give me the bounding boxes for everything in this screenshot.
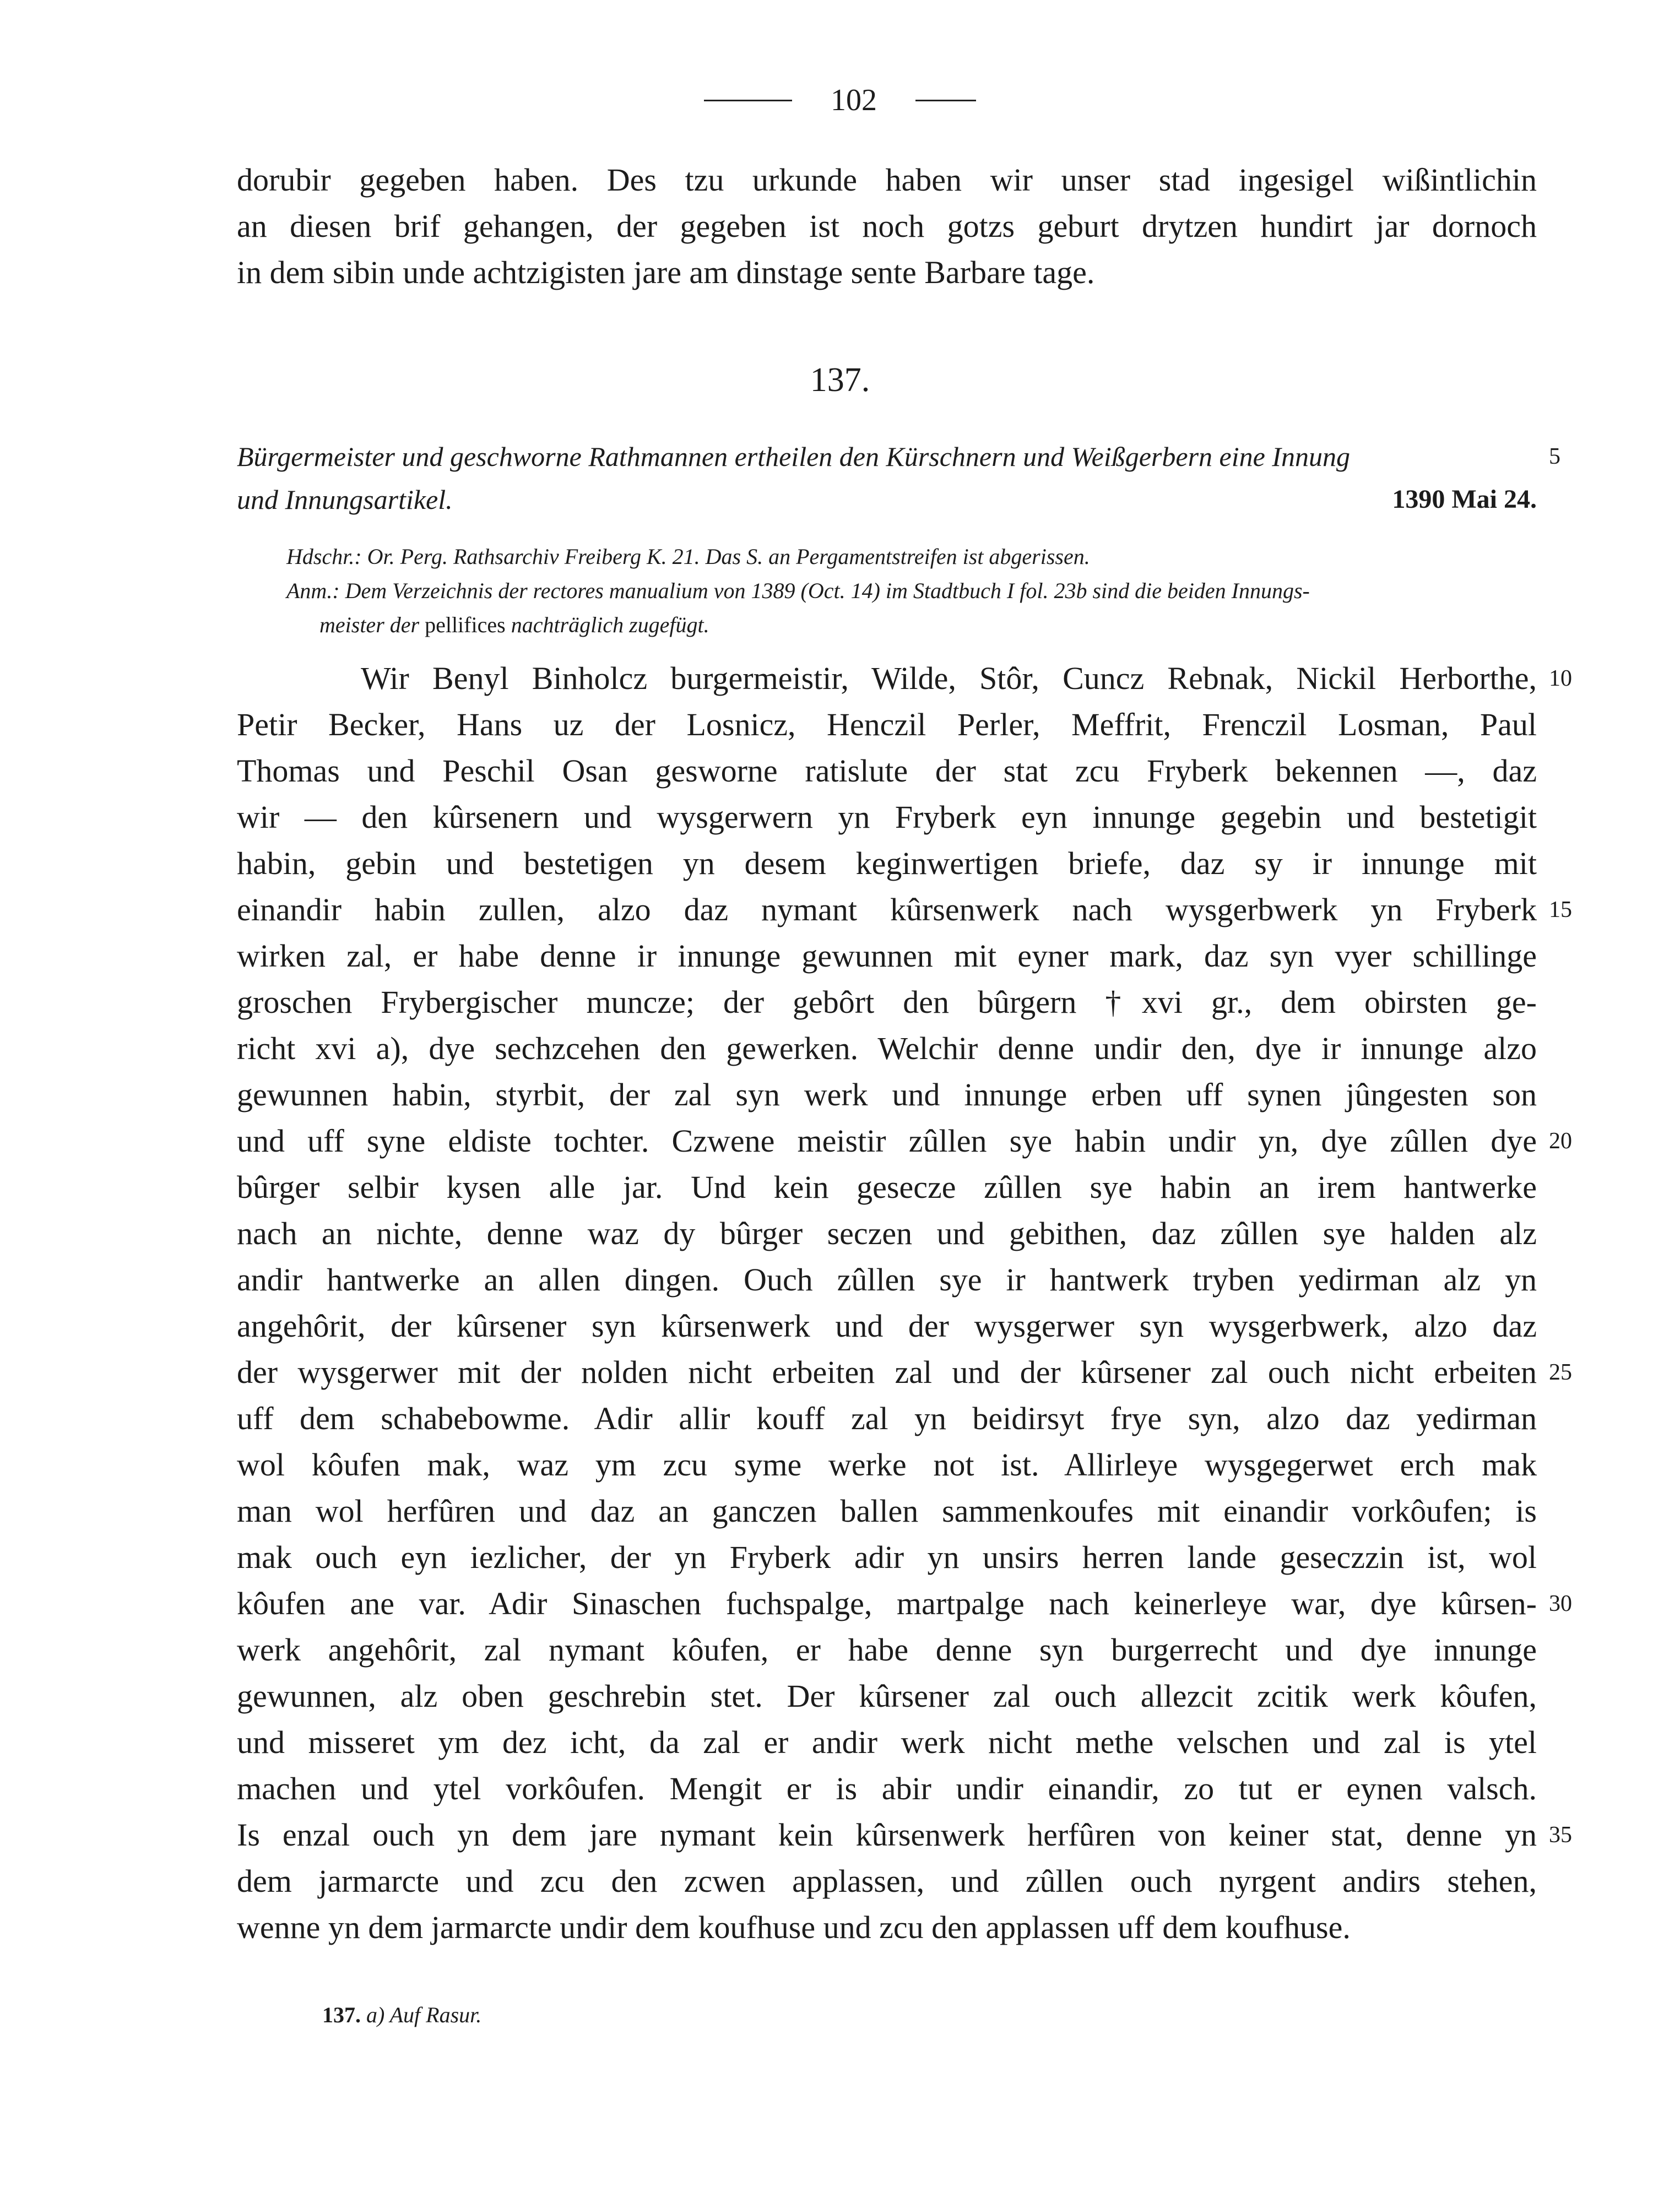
text-line: Thomas und Peschil Osan gesworne ratislute der stat zcu Fryberk bekennen —, daz [237,753,1537,789]
text-line: werk angehôrit, zal nymant kôufen, er habe denne syn burgerrecht und dye innunge [237,1632,1537,1668]
regest-line [237,435,1537,478]
margin-line-number: 20 [1549,1128,1572,1154]
text-line: Petir Becker, Hans uz der Losnicz, Henczil Perler, Meffrit, Frenczil Losman, Paul [237,707,1537,742]
page-number: 102 [831,83,877,117]
regest-line [237,478,1537,521]
text-line: und uff syne eldiste tochter. Czwene meistir zûllen sye habin undir yn, dye zûllen dye [237,1123,1537,1159]
margin-line-number: 5 [1549,444,1560,469]
text-line: machen und ytel vorkôufen. Mengit er is abir undir einandir, zo tut er eynen valsch. [237,1771,1537,1806]
latin-term: pellifices [425,612,506,637]
text-line: wenne yn dem jarmarcte undir dem koufhuse und zcu den applassen uff dem koufhuse. [237,1909,1351,1945]
text-line: einandir habin zullen, alzo daz nymant kûrsenwerk nach wysgerbwerk yn Fryberk [237,892,1537,927]
footnote-number: 137. [322,2002,361,2027]
text-line: Wir Benyl Binholcz burgermeistir, Wilde, Stôr, Cuncz Rebnak, Nickil Herborthe, [361,660,1537,696]
intro-paragraph [237,157,1537,296]
margin-line-number: 35 [1549,1822,1572,1848]
manuscript-note: Hdschr.: Or. Perg. Rathsarchiv Freiberg K. 21. Das S. an Pergamentstreifen ist abgerissen. [286,544,1090,569]
regest-text: Bürgermeister und geschworne Rathmannen ertheilen den Kürschnern und Weißgerbern eine Innung [237,441,1350,472]
text-line: Is enzal ouch yn dem jare nymant kein kûrsenwerk herfûren von keiner stat, denne yn [237,1817,1537,1853]
text-line: und misseret ym dez icht, da zal er andir werk nicht methe velschen und zal is ytel [237,1724,1537,1760]
annotation-note: Anm.: Dem Verzeichnis der rectores manualium von 1389 (Oct. 14) im Stadtbuch I fol. 23b sind die beiden Innungs- [286,578,1310,603]
page-header [0,83,1680,118]
margin-line-number: 25 [1549,1360,1572,1385]
text-line: mak ouch eyn iezlicher, der yn Fryberk adir yn unsirs herren lande geseczzin ist, wol [237,1539,1537,1575]
text-line: groschen Frybergischer muncze; der gebôrt den bûrgern †xvi gr., dem obirsten ge- [237,984,1537,1020]
text-line: wol kôufen mak, waz ym zcu syme werke not ist. Allirleye wysgegerwet erch mak [237,1447,1537,1483]
footnote-text: a) Auf Rasur. [361,2002,482,2027]
text-line: man wol herfûren und daz an ganczen ballen sammenkoufes mit einandir vorkôufen; is [237,1493,1537,1529]
footnote [322,2002,481,2028]
text-line: habin, gebin und bestetigen yn desem keginwertigen briefe, daz sy ir innunge mit [237,845,1537,881]
regest-text: und Innungsartikel. [237,484,453,515]
text-line: gewunnen habin, styrbit, der zal syn werk und innunge erben uff synen jûngesten son [237,1077,1537,1112]
document-date: 1390 Mai 24. [1392,485,1537,514]
intro-line: in dem sibin unde achtzigisten jare am dinstage sente Barbare tage. [237,254,1095,290]
regest [237,435,1537,521]
text-line: kôufen ane var. Adir Sinaschen fuchspalge, martpalge nach keinerleye war, dye kûrsen- [237,1586,1537,1621]
text-line: wirken zal, er habe denne ir innunge gewunnen mit eyner mark, daz syn vyer schillinge [237,938,1537,974]
text-line: uff dem schabebowme. Adir allir kouff zal yn beidirsyt frye syn, alzo daz yedirman [237,1401,1537,1436]
margin-line-number: 10 [1549,666,1572,691]
margin-line-number: 15 [1549,897,1572,922]
intro-line: dorubir gegeben haben. Des tzu urkunde haben wir unser stad ingesigel wißintlichin [237,162,1537,198]
annotation-note-continued: meister der pellifices nachträglich zugefügt. [319,612,709,637]
text-line: angehôrit, der kûrsener syn kûrsenwerk und der wysgerwer syn wysgerbwerk, alzo daz [237,1308,1537,1344]
text-line: richt xvi a), dye sechzcehen den gewerken. Welchir denne undir den, dye ir innunge alzo [237,1030,1537,1066]
document-number: 137. [810,361,870,399]
header-rule-left [704,100,792,101]
margin-line-number: 30 [1549,1591,1572,1616]
text-line: andir hantwerke an allen dingen. Ouch zûllen sye ir hantwerk tryben yedirman alz yn [237,1262,1537,1298]
document-text [237,655,1537,1951]
critical-apparatus [286,540,1537,642]
intro-line: an diesen brif gehangen, der gegeben ist noch gotzs geburt drytzen hundirt jar dornoch [237,208,1537,244]
header-rule-right [915,100,976,101]
text-line: bûrger selbir kysen alle jar. Und kein gesecze zûllen sye habin an irem hantwerke [237,1169,1537,1205]
text-line: wir — den kûrsenern und wysgerwern yn Fryberk eyn innunge gegebin und bestetigit [237,799,1537,835]
text-line: nach an nichte, denne waz dy bûrger seczen und gebithen, daz zûllen sye halden alz [237,1215,1537,1251]
text-line: gewunnen, alz oben geschrebin stet. Der kûrsener zal ouch allezcit zcitik werk kôufen, [237,1678,1537,1714]
text-line: der wysgerwer mit der nolden nicht erbeiten zal und der kûrsener zal ouch nicht erbeiten [237,1354,1537,1390]
text-line: dem jarmarcte und zcu den zcwen applassen, und zûllen ouch nyrgent andirs stehen, [237,1863,1537,1899]
